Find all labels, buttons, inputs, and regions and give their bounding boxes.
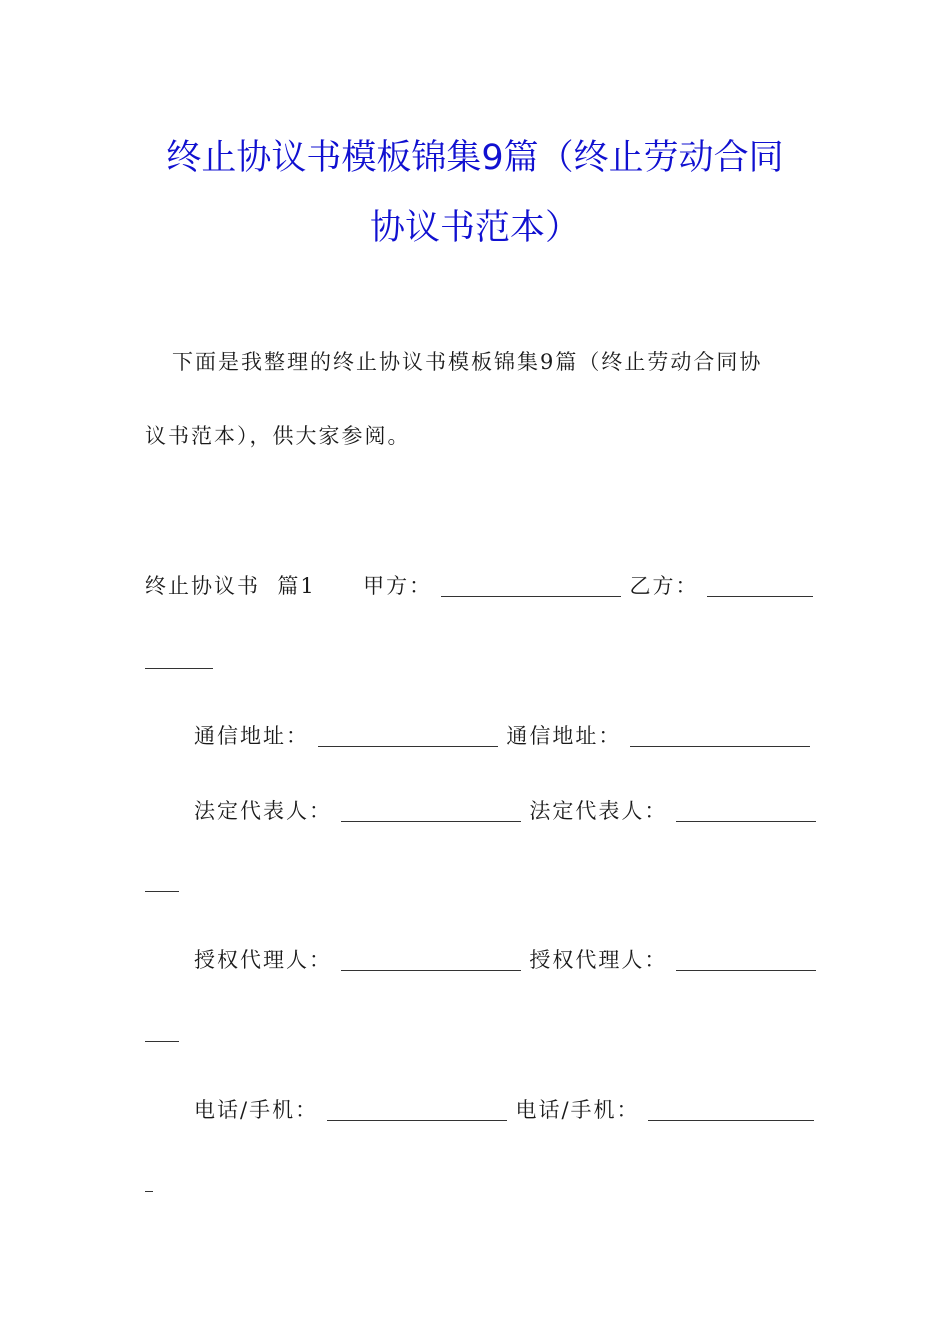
intro-paragraph-line1: 下面是我整理的终止协议书模板锦集9篇（终止劳动合同协 [172, 350, 763, 374]
legal-rep-b-blank-continued [145, 890, 179, 892]
address-a-blank [318, 726, 498, 747]
agent-b-blank-continued [145, 1040, 179, 1042]
agent-b-blank [676, 950, 816, 971]
agent-a-label: 授权代理人： [194, 948, 332, 972]
document-title-line2: 协议书范本） [369, 208, 580, 248]
legal-rep-a-label: 法定代表人： [194, 799, 332, 823]
phone-b-label: 电话/手机： [515, 1098, 640, 1122]
party-b-blank [707, 576, 813, 597]
section-heading: 终止协议书 篇1 [145, 574, 316, 598]
phone-line [194, 1094, 814, 1124]
phone-b-blank-continued [145, 1190, 153, 1192]
document-title-line1: 终止协议书模板锦集9篇（终止劳动合同 [166, 138, 784, 178]
legal-rep-b-blank [676, 801, 816, 822]
address-b-label: 通信地址： [506, 724, 622, 748]
address-line [194, 720, 810, 750]
party-line [145, 570, 813, 600]
party-b-blank-continued [145, 667, 213, 669]
agent-b-label: 授权代理人： [529, 948, 668, 972]
party-a-label: 甲方： [363, 574, 433, 598]
phone-a-blank [327, 1100, 507, 1121]
legal-rep-line [194, 795, 816, 825]
legal-rep-b-label: 法定代表人： [529, 799, 668, 823]
agent-line [194, 944, 816, 974]
legal-rep-a-blank [341, 801, 521, 822]
phone-a-label: 电话/手机： [194, 1098, 319, 1122]
party-a-blank [441, 576, 621, 597]
address-a-label: 通信地址： [194, 724, 309, 748]
party-b-label: 乙方： [629, 574, 699, 598]
intro-paragraph-line2: 议书范本），供大家参阅。 [145, 424, 411, 448]
phone-b-blank [648, 1100, 814, 1121]
agent-a-blank [341, 950, 521, 971]
address-b-blank [630, 726, 810, 747]
